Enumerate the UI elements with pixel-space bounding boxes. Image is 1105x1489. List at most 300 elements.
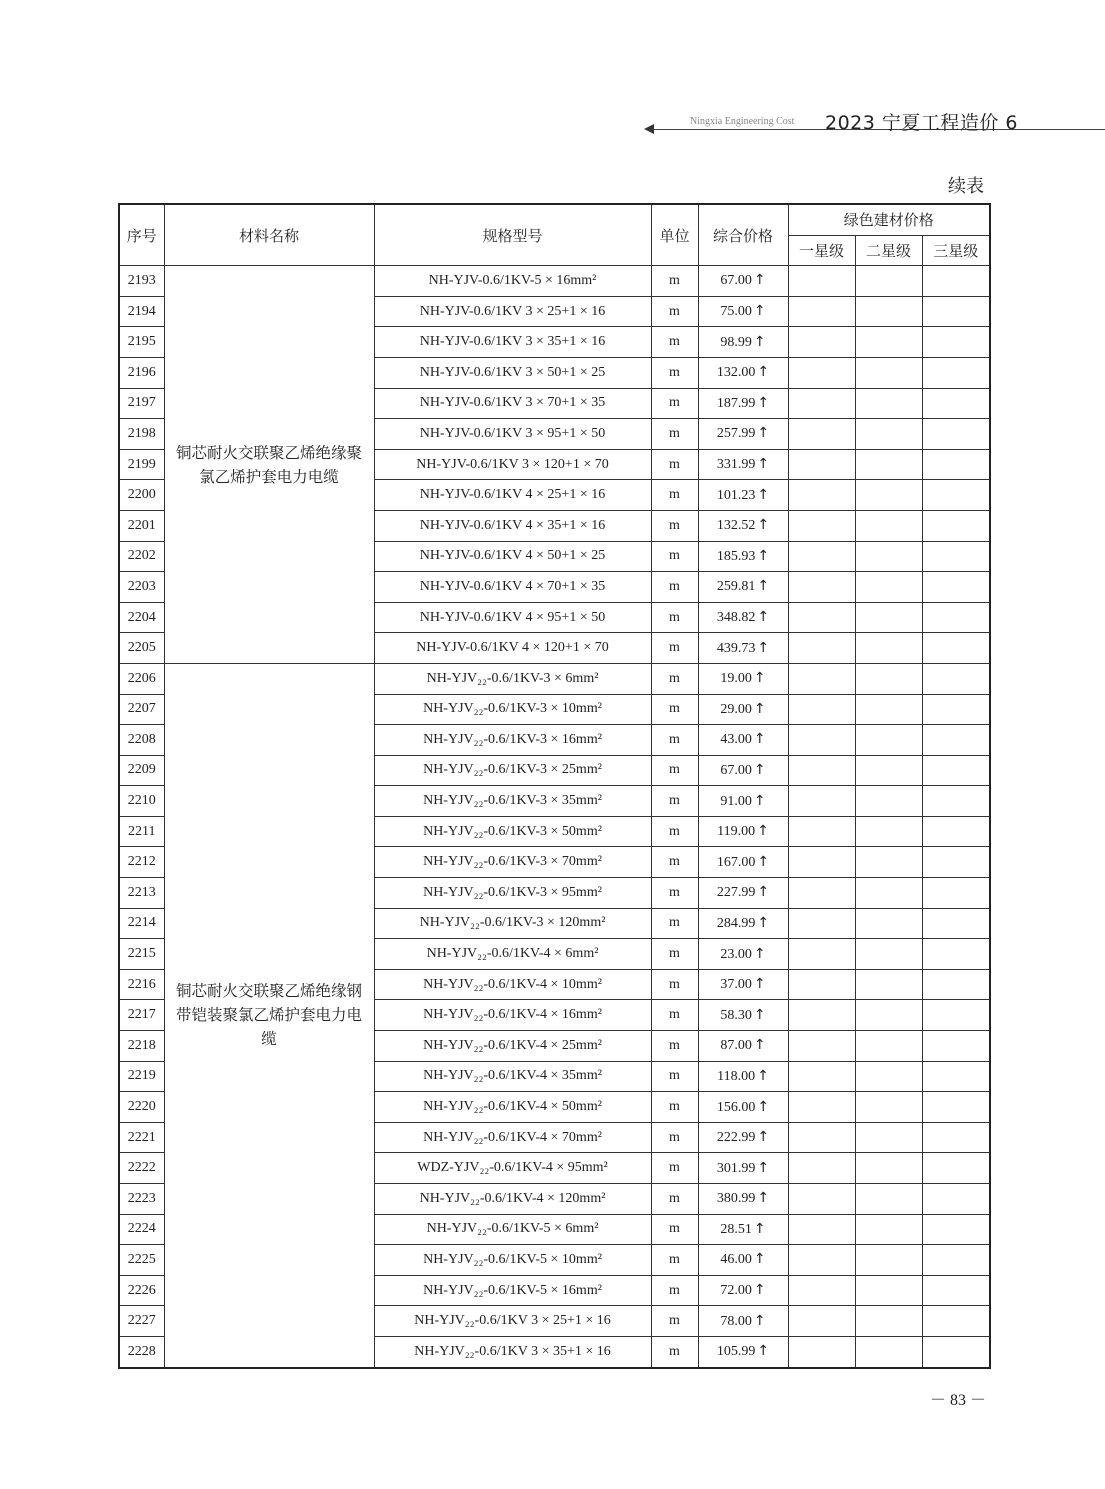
cell-seq: 2208	[119, 725, 164, 756]
price-value: 187.99	[716, 395, 756, 411]
cell-unit: m	[651, 878, 698, 909]
price-value: 91.00	[720, 793, 752, 809]
price-value: 101.23	[716, 487, 756, 503]
cell-price	[698, 602, 788, 633]
up-arrow-icon: ↑	[757, 884, 770, 901]
cell-green-star1	[788, 419, 855, 450]
cell-price	[698, 847, 788, 878]
cell-green-star2	[855, 694, 922, 725]
cell-green-star2	[855, 908, 922, 939]
cell-green-star2	[855, 1275, 922, 1306]
cell-seq: 2197	[119, 388, 164, 419]
cell-spec: NH-YJV₂₂-0.6/1KV-5 × 10mm²	[374, 1245, 651, 1276]
cell-unit: m	[651, 1184, 698, 1215]
price-value: 439.73	[716, 640, 756, 656]
cell-spec: NH-YJV-0.6/1KV 3 × 120+1 × 70	[374, 449, 651, 480]
cell-seq: 2209	[119, 755, 164, 786]
cell-spec: NH-YJV₂₂-0.6/1KV-3 × 6mm²	[374, 663, 651, 694]
cell-green-star1	[788, 357, 855, 388]
cell-spec: NH-YJV-0.6/1KV 3 × 50+1 × 25	[374, 357, 651, 388]
cell-price	[698, 633, 788, 664]
up-arrow-icon: ↑	[753, 761, 766, 778]
cell-spec: NH-YJV₂₂-0.6/1KV-3 × 70mm²	[374, 847, 651, 878]
up-arrow-icon: ↑	[757, 639, 770, 656]
cell-green-star3	[922, 1061, 990, 1092]
up-arrow-icon: ↑	[753, 670, 766, 687]
price-value: 259.81	[716, 579, 756, 595]
cell-unit: m	[651, 816, 698, 847]
price-value: 118.00	[717, 1068, 756, 1084]
cell-price	[698, 816, 788, 847]
cell-green-star3	[922, 480, 990, 511]
cell-green-star1	[788, 602, 855, 633]
price-value: 72.00	[720, 1283, 752, 1299]
up-arrow-icon: ↑	[753, 1282, 766, 1299]
cell-spec: NH-YJV₂₂-0.6/1KV-5 × 6mm²	[374, 1214, 651, 1245]
cell-price	[698, 357, 788, 388]
cell-price	[698, 1275, 788, 1306]
cell-seq: 2196	[119, 357, 164, 388]
cell-unit: m	[651, 1336, 698, 1367]
cell-green-star1	[788, 816, 855, 847]
cell-seq: 2203	[119, 572, 164, 603]
cell-green-star1	[788, 449, 855, 480]
cell-green-star3	[922, 847, 990, 878]
up-arrow-icon: ↑	[757, 364, 770, 381]
up-arrow-icon: ↑	[753, 1220, 766, 1237]
cell-spec: NH-YJV₂₂-0.6/1KV 3 × 25+1 × 16	[374, 1306, 651, 1337]
cell-seq: 2223	[119, 1184, 164, 1215]
continued-label: 续表	[948, 176, 984, 197]
cell-green-star3	[922, 1000, 990, 1031]
cell-spec: NH-YJV₂₂-0.6/1KV-4 × 35mm²	[374, 1061, 651, 1092]
cell-unit: m	[651, 419, 698, 450]
cell-price	[698, 1306, 788, 1337]
cell-spec: NH-YJV₂₂-0.6/1KV-4 × 16mm²	[374, 1000, 651, 1031]
cell-unit: m	[651, 602, 698, 633]
cell-unit: m	[651, 541, 698, 572]
cell-unit: m	[651, 357, 698, 388]
cell-spec: NH-YJV-0.6/1KV 3 × 35+1 × 16	[374, 327, 651, 358]
cell-green-star2	[855, 847, 922, 878]
cell-unit: m	[651, 1306, 698, 1337]
cell-spec: NH-YJV₂₂-0.6/1KV-3 × 35mm²	[374, 786, 651, 817]
cell-seq: 2195	[119, 327, 164, 358]
cell-green-star2	[855, 541, 922, 572]
price-value: 167.00	[716, 854, 756, 870]
cell-green-star3	[922, 266, 990, 297]
cell-unit: m	[651, 480, 698, 511]
cell-green-star1	[788, 1275, 855, 1306]
cell-price	[698, 1153, 788, 1184]
cell-green-star1	[788, 296, 855, 327]
header-chinese-title: 2023 宁夏工程造价 6	[825, 112, 1019, 134]
cell-green-star2	[855, 388, 922, 419]
cell-spec: NH-YJV₂₂-0.6/1KV-4 × 6mm²	[374, 939, 651, 970]
cell-green-star2	[855, 1306, 922, 1337]
cell-price	[698, 449, 788, 480]
cell-green-star3	[922, 1092, 990, 1123]
cell-green-star3	[922, 327, 990, 358]
cell-spec: NH-YJV₂₂-0.6/1KV-3 × 120mm²	[374, 908, 651, 939]
cell-price	[698, 786, 788, 817]
cell-green-star3	[922, 786, 990, 817]
cell-green-star1	[788, 1245, 855, 1276]
cell-seq: 2205	[119, 633, 164, 664]
cell-price	[698, 1061, 788, 1092]
cell-green-star3	[922, 939, 990, 970]
cell-green-star3	[922, 755, 990, 786]
cell-unit: m	[651, 786, 698, 817]
cell-seq: 2226	[119, 1275, 164, 1306]
cell-green-star2	[855, 602, 922, 633]
cell-unit: m	[651, 755, 698, 786]
cell-green-star3	[922, 449, 990, 480]
cell-green-star2	[855, 725, 922, 756]
cell-price	[698, 1031, 788, 1062]
up-arrow-icon: ↑	[757, 1067, 769, 1084]
cell-spec: NH-YJV₂₂-0.6/1KV-3 × 10mm²	[374, 694, 651, 725]
cell-green-star2	[855, 480, 922, 511]
cell-spec: NH-YJV₂₂-0.6/1KV-3 × 95mm²	[374, 878, 651, 909]
cell-green-star2	[855, 1092, 922, 1123]
cell-seq: 2193	[119, 266, 164, 297]
cell-green-star1	[788, 939, 855, 970]
price-value: 75.00	[720, 304, 752, 320]
cell-spec: NH-YJV-0.6/1KV 4 × 35+1 × 16	[374, 510, 651, 541]
cell-seq: 2213	[119, 878, 164, 909]
up-arrow-icon: ↑	[757, 1343, 770, 1360]
price-value: 43.00	[720, 732, 752, 748]
cell-seq: 2224	[119, 1214, 164, 1245]
cell-seq: 2207	[119, 694, 164, 725]
col-header-price: 综合价格	[698, 204, 788, 266]
up-arrow-icon: ↑	[757, 1190, 770, 1207]
col-header-star2: 二星级	[855, 235, 922, 266]
cell-green-star1	[788, 266, 855, 297]
up-arrow-icon: ↑	[757, 914, 770, 931]
up-arrow-icon: ↑	[753, 945, 766, 962]
price-value: 19.00	[720, 671, 752, 687]
cell-green-star1	[788, 327, 855, 358]
up-arrow-icon: ↑	[757, 578, 770, 595]
cell-unit: m	[651, 908, 698, 939]
cell-green-star1	[788, 1306, 855, 1337]
up-arrow-icon: ↑	[757, 547, 770, 564]
cell-spec: NH-YJV-0.6/1KV 4 × 95+1 × 50	[374, 602, 651, 633]
cell-green-star1	[788, 1122, 855, 1153]
cell-unit: m	[651, 388, 698, 419]
cell-green-star2	[855, 663, 922, 694]
price-value: 28.51	[720, 1221, 752, 1237]
cell-green-star3	[922, 694, 990, 725]
price-value: 301.99	[716, 1160, 756, 1176]
cell-price	[698, 725, 788, 756]
price-value: 257.99	[716, 426, 756, 442]
price-value: 119.00	[717, 824, 756, 840]
col-header-green: 绿色建材价格	[788, 204, 990, 235]
cell-unit: m	[651, 1092, 698, 1123]
up-arrow-icon: ↑	[757, 486, 770, 503]
cell-seq: 2200	[119, 480, 164, 511]
cell-seq: 2210	[119, 786, 164, 817]
cell-green-star1	[788, 1000, 855, 1031]
cell-green-star2	[855, 266, 922, 297]
cell-green-star2	[855, 1214, 922, 1245]
cell-spec: NH-YJV-0.6/1KV-5 × 16mm²	[374, 266, 651, 297]
cell-green-star3	[922, 1336, 990, 1367]
cell-green-star1	[788, 908, 855, 939]
material-price-table	[118, 203, 991, 1369]
cell-spec: NH-YJV-0.6/1KV 3 × 25+1 × 16	[374, 296, 651, 327]
cell-spec: NH-YJV-0.6/1KV 4 × 25+1 × 16	[374, 480, 651, 511]
cell-unit: m	[651, 969, 698, 1000]
cell-seq: 2214	[119, 908, 164, 939]
cell-material-name: 铜芯耐火交联聚乙烯绝缘聚氯乙烯护套电力电缆	[164, 266, 374, 664]
cell-green-star3	[922, 602, 990, 633]
cell-seq: 2202	[119, 541, 164, 572]
cell-seq: 2227	[119, 1306, 164, 1337]
cell-spec: NH-YJV₂₂-0.6/1KV-4 × 70mm²	[374, 1122, 651, 1153]
cell-green-star3	[922, 1214, 990, 1245]
cell-green-star2	[855, 633, 922, 664]
up-arrow-icon: ↑	[757, 823, 769, 840]
cell-spec: NH-YJV₂₂-0.6/1KV-4 × 120mm²	[374, 1184, 651, 1215]
up-arrow-icon: ↑	[753, 1312, 766, 1329]
cell-unit: m	[651, 449, 698, 480]
price-value: 23.00	[720, 946, 752, 962]
cell-green-star2	[855, 1031, 922, 1062]
cell-price	[698, 266, 788, 297]
price-value: 156.00	[716, 1099, 756, 1115]
cell-spec: NH-YJV₂₂-0.6/1KV-3 × 50mm²	[374, 816, 651, 847]
cell-green-star3	[922, 1184, 990, 1215]
col-header-seq: 序号	[119, 204, 164, 266]
cell-price	[698, 1214, 788, 1245]
up-arrow-icon: ↑	[757, 456, 770, 473]
cell-green-star2	[855, 1184, 922, 1215]
price-value: 29.00	[720, 701, 752, 717]
price-value: 284.99	[716, 915, 756, 931]
price-value: 222.99	[716, 1130, 756, 1146]
cell-seq: 2222	[119, 1153, 164, 1184]
price-value: 67.00	[720, 273, 752, 289]
cell-green-star1	[788, 510, 855, 541]
price-value: 58.30	[720, 1007, 752, 1023]
price-value: 348.82	[716, 610, 756, 626]
cell-green-star1	[788, 1214, 855, 1245]
cell-spec: WDZ-YJV₂₂-0.6/1KV-4 × 95mm²	[374, 1153, 651, 1184]
cell-green-star3	[922, 969, 990, 1000]
cell-spec: NH-YJV₂₂-0.6/1KV 3 × 35+1 × 16	[374, 1336, 651, 1367]
cell-price	[698, 755, 788, 786]
cell-unit: m	[651, 847, 698, 878]
cell-green-star1	[788, 633, 855, 664]
cell-green-star2	[855, 1245, 922, 1276]
cell-green-star1	[788, 663, 855, 694]
cell-price	[698, 388, 788, 419]
cell-seq: 2216	[119, 969, 164, 1000]
cell-green-star1	[788, 1153, 855, 1184]
table-row	[119, 663, 990, 694]
cell-spec: NH-YJV₂₂-0.6/1KV-4 × 10mm²	[374, 969, 651, 1000]
up-arrow-icon: ↑	[757, 517, 770, 534]
cell-green-star1	[788, 878, 855, 909]
col-header-spec: 规格型号	[374, 204, 651, 266]
cell-green-star3	[922, 1306, 990, 1337]
cell-seq: 2217	[119, 1000, 164, 1031]
page-number: － 83 －	[930, 1392, 987, 1409]
cell-green-star1	[788, 694, 855, 725]
cell-unit: m	[651, 510, 698, 541]
price-value: 78.00	[720, 1313, 752, 1329]
cell-green-star1	[788, 725, 855, 756]
price-value: 87.00	[720, 1038, 752, 1054]
cell-unit: m	[651, 1061, 698, 1092]
cell-unit: m	[651, 725, 698, 756]
cell-green-star2	[855, 357, 922, 388]
cell-price	[698, 327, 788, 358]
price-value: 227.99	[716, 885, 756, 901]
cell-seq: 2220	[119, 1092, 164, 1123]
cell-seq: 2199	[119, 449, 164, 480]
cell-green-star2	[855, 327, 922, 358]
col-header-name: 材料名称	[164, 204, 374, 266]
cell-green-star2	[855, 878, 922, 909]
cell-unit: m	[651, 1122, 698, 1153]
price-value: 46.00	[720, 1252, 752, 1268]
cell-green-star3	[922, 419, 990, 450]
cell-unit: m	[651, 1153, 698, 1184]
cell-price	[698, 296, 788, 327]
cell-green-star3	[922, 1275, 990, 1306]
cell-green-star2	[855, 786, 922, 817]
cell-green-star1	[788, 572, 855, 603]
cell-price	[698, 572, 788, 603]
cell-spec: NH-YJV₂₂-0.6/1KV-3 × 25mm²	[374, 755, 651, 786]
cell-green-star1	[788, 541, 855, 572]
running-header	[640, 106, 1105, 136]
cell-green-star3	[922, 663, 990, 694]
cell-spec: NH-YJV-0.6/1KV 3 × 95+1 × 50	[374, 419, 651, 450]
col-header-unit: 单位	[651, 204, 698, 266]
price-value: 132.00	[716, 365, 756, 381]
cell-price	[698, 663, 788, 694]
up-arrow-icon: ↑	[753, 333, 766, 350]
cell-green-star3	[922, 1153, 990, 1184]
up-arrow-icon: ↑	[757, 1098, 770, 1115]
cell-unit: m	[651, 296, 698, 327]
header-english-title: Ningxia Engineering Cost	[690, 116, 795, 127]
cell-price	[698, 1122, 788, 1153]
table-row	[119, 266, 990, 297]
price-value: 380.99	[716, 1191, 756, 1207]
cell-unit: m	[651, 1275, 698, 1306]
cell-green-star1	[788, 786, 855, 817]
cell-green-star1	[788, 1184, 855, 1215]
cell-green-star2	[855, 419, 922, 450]
cell-seq: 2212	[119, 847, 164, 878]
cell-seq: 2201	[119, 510, 164, 541]
cell-green-star1	[788, 388, 855, 419]
cell-seq: 2228	[119, 1336, 164, 1367]
up-arrow-icon: ↑	[753, 1006, 766, 1023]
cell-green-star1	[788, 847, 855, 878]
cell-green-star3	[922, 816, 990, 847]
cell-green-star3	[922, 541, 990, 572]
cell-green-star2	[855, 755, 922, 786]
cell-green-star3	[922, 357, 990, 388]
cell-seq: 2221	[119, 1122, 164, 1153]
cell-spec: NH-YJV₂₂-0.6/1KV-4 × 50mm²	[374, 1092, 651, 1123]
price-value: 185.93	[716, 548, 756, 564]
cell-green-star1	[788, 1031, 855, 1062]
cell-price	[698, 1092, 788, 1123]
price-value: 37.00	[720, 977, 752, 993]
table-body	[119, 266, 990, 1368]
cell-price	[698, 419, 788, 450]
up-arrow-icon: ↑	[757, 394, 770, 411]
cell-unit: m	[651, 694, 698, 725]
cell-green-star1	[788, 1061, 855, 1092]
cell-seq: 2215	[119, 939, 164, 970]
cell-price	[698, 908, 788, 939]
cell-price	[698, 969, 788, 1000]
cell-green-star2	[855, 969, 922, 1000]
cell-price	[698, 878, 788, 909]
cell-green-star2	[855, 1122, 922, 1153]
price-value: 331.99	[716, 457, 756, 473]
up-arrow-icon: ↑	[753, 272, 766, 289]
cell-price	[698, 510, 788, 541]
cell-unit: m	[651, 572, 698, 603]
cell-seq: 2211	[119, 816, 164, 847]
cell-green-star2	[855, 449, 922, 480]
cell-spec: NH-YJV₂₂-0.6/1KV-4 × 25mm²	[374, 1031, 651, 1062]
cell-seq: 2225	[119, 1245, 164, 1276]
cell-green-star1	[788, 1336, 855, 1367]
header-row	[119, 204, 990, 235]
cell-seq: 2198	[119, 419, 164, 450]
cell-spec: NH-YJV-0.6/1KV 4 × 120+1 × 70	[374, 633, 651, 664]
up-arrow-icon: ↑	[757, 1159, 770, 1176]
cell-green-star1	[788, 1092, 855, 1123]
cell-green-star3	[922, 388, 990, 419]
cell-green-star3	[922, 1122, 990, 1153]
cell-seq: 2204	[119, 602, 164, 633]
up-arrow-icon: ↑	[753, 303, 766, 320]
up-arrow-icon: ↑	[753, 1251, 766, 1268]
cell-green-star3	[922, 725, 990, 756]
cell-material-name: 铜芯耐火交联聚乙烯绝缘钢带铠装聚氯乙烯护套电力电缆	[164, 663, 374, 1367]
cell-spec: NH-YJV-0.6/1KV 4 × 50+1 × 25	[374, 541, 651, 572]
up-arrow-icon: ↑	[757, 1129, 770, 1146]
cell-green-star2	[855, 939, 922, 970]
cell-unit: m	[651, 1214, 698, 1245]
cell-green-star1	[788, 969, 855, 1000]
cell-unit: m	[651, 266, 698, 297]
cell-seq: 2206	[119, 663, 164, 694]
cell-green-star3	[922, 1031, 990, 1062]
col-header-star3: 三星级	[922, 235, 990, 266]
up-arrow-icon: ↑	[753, 976, 766, 993]
price-value: 98.99	[720, 334, 752, 350]
cell-green-star3	[922, 572, 990, 603]
price-value: 67.00	[720, 762, 752, 778]
cell-green-star3	[922, 633, 990, 664]
cell-spec: NH-YJV₂₂-0.6/1KV-5 × 16mm²	[374, 1275, 651, 1306]
up-arrow-icon: ↑	[753, 1037, 766, 1054]
